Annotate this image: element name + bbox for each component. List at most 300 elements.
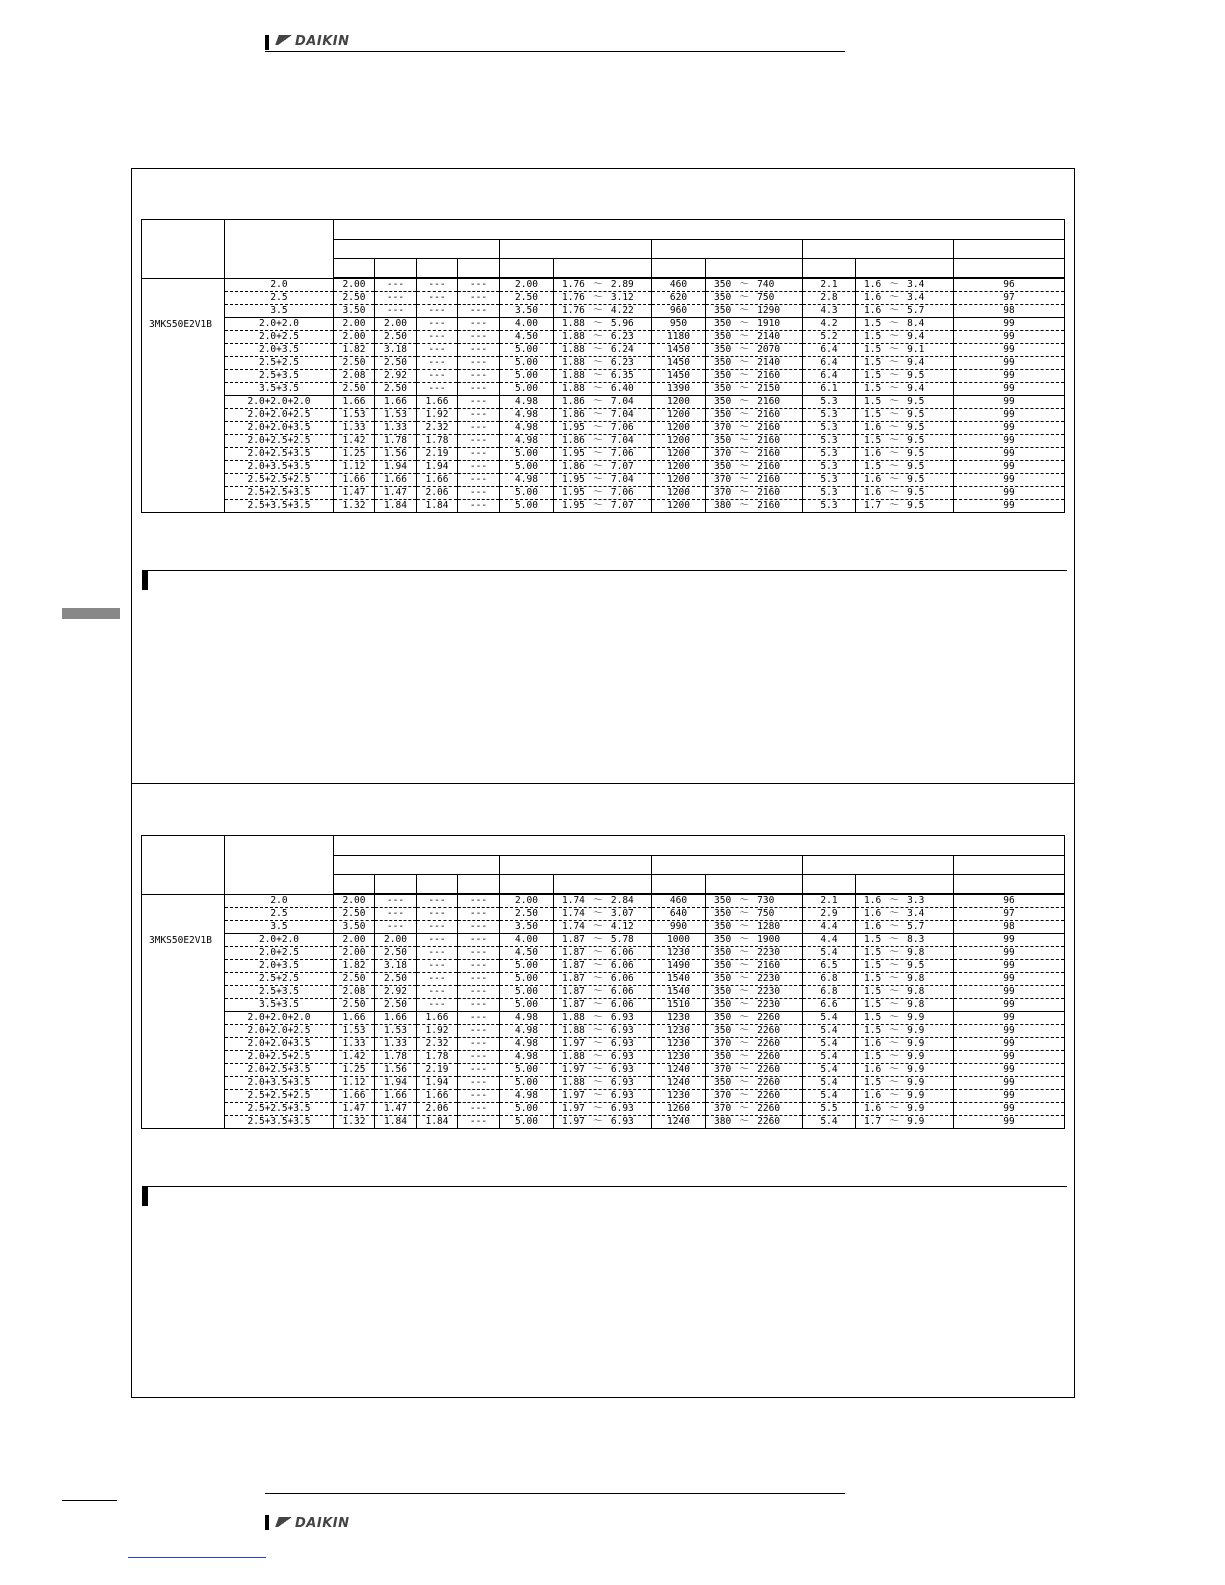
power-range-cell-max: 2160 (757, 500, 781, 511)
current-range-cell-max: 9.9 (907, 1051, 925, 1062)
range-symbol: 〜 (593, 435, 603, 446)
power-cell: 1200 (652, 435, 706, 448)
current-range-cell (856, 894, 954, 908)
power-range-cell-max: 750 (757, 908, 775, 919)
capacity-range-cell (554, 908, 652, 921)
room-c-cell: --- (417, 370, 458, 383)
power-factor-cell: 99 (954, 318, 1065, 331)
capacity-range-cell-min: 1.87 (562, 934, 585, 945)
capacity-range-cell-max: 6.93 (610, 1103, 634, 1114)
power-cell: 960 (652, 305, 706, 318)
table-row (142, 422, 1065, 435)
room-b-cell: 3.18 (375, 344, 417, 357)
capacity-range-cell (554, 947, 652, 960)
range-symbol: 〜 (593, 1064, 603, 1075)
total-capacity-cell: 4.98 (500, 409, 554, 422)
current-range-cell-max: 9.9 (907, 1103, 925, 1114)
total-capacity-cell: 5.00 (500, 500, 554, 513)
current-cell: 5.4 (803, 1077, 856, 1090)
current-range-cell-min: 1.5 (864, 331, 882, 342)
room-a-cell: 1.82 (334, 960, 375, 973)
power-range-cell-max: 2260 (757, 1038, 781, 1049)
power-factor-cell: 99 (954, 344, 1065, 357)
table-row (142, 331, 1065, 344)
power-range-cell (706, 1038, 803, 1051)
room-b-cell: --- (375, 921, 417, 934)
range-symbol: 〜 (739, 1038, 749, 1049)
range-symbol: 〜 (889, 921, 899, 932)
power-range-cell-min: 350 (714, 279, 732, 290)
room-b-cell: 1.84 (375, 1116, 417, 1129)
current-range-cell (856, 278, 954, 292)
room-d-cell: --- (458, 947, 500, 960)
capacity-range-cell-max: 4.12 (610, 921, 634, 932)
power-range-cell-min: 350 (714, 318, 732, 329)
room-c-cell: 1.84 (417, 500, 458, 513)
current-range-cell-max: 9.5 (907, 448, 925, 459)
power-range-cell-max: 2160 (757, 435, 781, 446)
footer-link-underline[interactable] (128, 1557, 266, 1558)
power-range-cell-max: 2230 (757, 947, 781, 958)
current-range-cell-min: 1.5 (864, 435, 882, 446)
current-cell: 5.4 (803, 1064, 856, 1077)
room-b-cell: --- (375, 908, 417, 921)
power-range-cell (706, 1025, 803, 1038)
current-cell: 5.4 (803, 1038, 856, 1051)
table-row (142, 487, 1065, 500)
table-row (142, 1103, 1065, 1116)
range-symbol: 〜 (889, 934, 899, 945)
current-range-cell-max: 9.5 (907, 960, 925, 971)
table-row (142, 1038, 1065, 1051)
range-symbol: 〜 (739, 986, 749, 997)
total-capacity-cell: 4.98 (500, 1012, 554, 1025)
total-capacity-cell: 3.50 (500, 305, 554, 318)
combination-cell: 2.5+3.5+3.5 (225, 500, 334, 513)
total-capacity-cell: 5.00 (500, 1064, 554, 1077)
current-range-cell-min: 1.5 (864, 947, 882, 958)
current-cell: 2.1 (803, 894, 856, 908)
total-capacity-cell: 4.98 (500, 435, 554, 448)
current-cell: 5.2 (803, 331, 856, 344)
current-range-cell-min: 1.5 (864, 1012, 882, 1023)
power-range-cell-max: 1900 (757, 934, 781, 945)
room-d-cell: --- (458, 487, 500, 500)
power-range-cell-min: 350 (714, 934, 732, 945)
header-logo-bar (265, 33, 845, 55)
room-c-cell: 2.19 (417, 1064, 458, 1077)
capacity-range-cell-max: 6.40 (610, 383, 634, 394)
current-cell: 5.3 (803, 396, 856, 409)
room-a-cell: 3.50 (334, 305, 375, 318)
room-d-cell: --- (458, 318, 500, 331)
power-factor-cell: 99 (954, 396, 1065, 409)
range-symbol: 〜 (739, 1012, 749, 1023)
power-range-cell-min: 350 (714, 895, 732, 906)
section-bar-2 (142, 1186, 1067, 1206)
room-d-cell: --- (458, 500, 500, 513)
total-capacity-cell: 5.00 (500, 357, 554, 370)
room-b-cell: 1.94 (375, 461, 417, 474)
capacity-range-cell-min: 1.88 (562, 357, 585, 368)
frame-divider (131, 783, 1075, 784)
power-range-cell-max: 2160 (757, 474, 781, 485)
room-c-cell: --- (417, 960, 458, 973)
room-a-cell: 1.47 (334, 1103, 375, 1116)
power-cell: 1490 (652, 960, 706, 973)
power-range-cell-min: 370 (714, 1090, 732, 1101)
current-range-cell (856, 908, 954, 921)
power-cell: 1200 (652, 448, 706, 461)
capacity-range-cell (554, 448, 652, 461)
total-capacity-cell: 2.00 (500, 278, 554, 292)
header-rule (265, 51, 845, 52)
room-a-cell: 2.00 (334, 331, 375, 344)
current-range-cell (856, 318, 954, 331)
power-range-cell (706, 305, 803, 318)
current-range-cell (856, 383, 954, 396)
combination-cell: 2.0+2.0+2.5 (225, 1025, 334, 1038)
room-a-cell: 1.12 (334, 1077, 375, 1090)
current-range-cell-max: 3.3 (907, 895, 925, 906)
range-symbol: 〜 (889, 1012, 899, 1023)
power-range-cell-min: 350 (714, 292, 732, 303)
power-range-cell-min: 350 (714, 999, 732, 1010)
range-symbol: 〜 (889, 305, 899, 316)
table-row (142, 396, 1065, 409)
capacity-range-cell (554, 1064, 652, 1077)
power-factor-cell: 99 (954, 474, 1065, 487)
range-symbol: 〜 (593, 448, 603, 459)
room-a-cell: 1.66 (334, 396, 375, 409)
power-cell: 460 (652, 894, 706, 908)
power-range-cell (706, 934, 803, 947)
power-range-cell (706, 1012, 803, 1025)
header-group (334, 836, 1065, 856)
current-range-cell-max: 9.8 (907, 973, 925, 984)
power-range-cell-min: 350 (714, 1051, 732, 1062)
room-a-cell: 2.00 (334, 894, 375, 908)
range-symbol: 〜 (739, 999, 749, 1010)
range-symbol: 〜 (889, 474, 899, 485)
power-range-cell (706, 1103, 803, 1116)
table-row (142, 370, 1065, 383)
combination-cell: 3.5 (225, 921, 334, 934)
table-row (142, 292, 1065, 305)
capacity-range-cell-max: 6.24 (610, 344, 634, 355)
header-current (803, 856, 954, 875)
power-factor-cell: 99 (954, 370, 1065, 383)
room-b-cell: 2.50 (375, 383, 417, 396)
power-cell: 1240 (652, 1077, 706, 1090)
room-d-cell: --- (458, 1064, 500, 1077)
current-range-cell-max: 3.4 (907, 292, 925, 303)
power-cell: 1230 (652, 947, 706, 960)
range-symbol: 〜 (593, 1090, 603, 1101)
power-range-cell-max: 2160 (757, 461, 781, 472)
total-capacity-cell: 4.98 (500, 1090, 554, 1103)
current-range-cell-max: 9.9 (907, 1025, 925, 1036)
section-bar-1 (142, 570, 1067, 590)
power-range-cell-max: 2260 (757, 1103, 781, 1114)
capacity-range-cell-min: 1.74 (562, 908, 585, 919)
current-cell: 5.3 (803, 409, 856, 422)
current-range-cell-max: 9.5 (907, 487, 925, 498)
capacity-range-cell (554, 344, 652, 357)
room-a-cell: 2.50 (334, 973, 375, 986)
range-symbol: 〜 (889, 1090, 899, 1101)
power-range-cell-max: 2260 (757, 1064, 781, 1075)
footer-rule (265, 1493, 845, 1494)
combination-cell: 2.0+3.5+3.5 (225, 1077, 334, 1090)
power-range-cell-max: 2260 (757, 1012, 781, 1023)
room-a-cell: 1.53 (334, 1025, 375, 1038)
capacity-range-cell (554, 357, 652, 370)
power-factor-cell: 99 (954, 1064, 1065, 1077)
current-range-cell-min: 1.5 (864, 344, 882, 355)
range-symbol: 〜 (889, 973, 899, 984)
current-range-cell-min: 1.6 (864, 448, 882, 459)
range-symbol: 〜 (889, 487, 899, 498)
room-c-cell: --- (417, 894, 458, 908)
total-capacity-cell: 4.00 (500, 318, 554, 331)
current-range-cell-max: 9.9 (907, 1116, 925, 1127)
capacity-range-cell-max: 6.35 (610, 370, 634, 381)
capacity-range-cell-min: 1.88 (562, 1012, 585, 1023)
header-group (334, 220, 1065, 240)
total-capacity-cell: 2.00 (500, 894, 554, 908)
power-range-cell-max: 2230 (757, 986, 781, 997)
power-cell: 1450 (652, 357, 706, 370)
power-factor-cell: 99 (954, 409, 1065, 422)
room-b-cell: 2.00 (375, 318, 417, 331)
current-range-cell (856, 1012, 954, 1025)
room-a-cell: 1.32 (334, 500, 375, 513)
footer-tick (265, 1515, 269, 1530)
table-row (142, 999, 1065, 1012)
current-range-cell-min: 1.5 (864, 960, 882, 971)
room-b-cell: 1.53 (375, 409, 417, 422)
power-range-cell (706, 292, 803, 305)
power-factor-cell: 99 (954, 947, 1065, 960)
total-capacity-cell: 3.50 (500, 921, 554, 934)
range-symbol: 〜 (593, 357, 603, 368)
power-cell: 1200 (652, 461, 706, 474)
range-symbol: 〜 (593, 934, 603, 945)
room-b-cell: --- (375, 292, 417, 305)
range-symbol: 〜 (739, 895, 749, 906)
power-range-cell (706, 1090, 803, 1103)
table-row (142, 1090, 1065, 1103)
table-row (142, 986, 1065, 999)
range-symbol: 〜 (739, 474, 749, 485)
footer-short-rule (62, 1500, 117, 1501)
range-symbol: 〜 (889, 895, 899, 906)
power-factor-cell: 97 (954, 908, 1065, 921)
power-range-cell-min: 350 (714, 947, 732, 958)
total-capacity-cell: 5.00 (500, 999, 554, 1012)
current-range-cell-min: 1.5 (864, 1025, 882, 1036)
room-d-cell: --- (458, 1051, 500, 1064)
range-symbol: 〜 (739, 921, 749, 932)
table-row (142, 908, 1065, 921)
capacity-range-cell (554, 331, 652, 344)
total-capacity-cell: 4.50 (500, 331, 554, 344)
range-symbol: 〜 (593, 292, 603, 303)
power-range-cell-min: 350 (714, 357, 732, 368)
capacity-range-cell-max: 6.23 (610, 357, 634, 368)
power-range-cell (706, 921, 803, 934)
range-symbol: 〜 (889, 1116, 899, 1127)
capacity-range-cell-max: 6.06 (610, 973, 634, 984)
current-range-cell-max: 3.4 (907, 908, 925, 919)
range-symbol: 〜 (593, 396, 603, 407)
power-range-cell-min: 350 (714, 370, 732, 381)
range-symbol: 〜 (739, 487, 749, 498)
range-symbol: 〜 (593, 973, 603, 984)
power-range-cell-min: 350 (714, 383, 732, 394)
capacity-range-cell (554, 1051, 652, 1064)
range-symbol: 〜 (889, 1077, 899, 1088)
room-a-cell: 2.50 (334, 908, 375, 921)
room-c-cell: --- (417, 278, 458, 292)
daikin-logo-text: DAIKIN (295, 1516, 350, 1531)
current-cell: 5.3 (803, 487, 856, 500)
header-model (142, 836, 225, 895)
header-power (652, 240, 803, 259)
side-tab (62, 608, 120, 619)
current-range-cell-min: 1.6 (864, 908, 882, 919)
current-cell: 2.1 (803, 278, 856, 292)
room-d-cell: --- (458, 1012, 500, 1025)
power-cell: 1200 (652, 396, 706, 409)
room-d-cell: --- (458, 422, 500, 435)
current-cell: 2.8 (803, 292, 856, 305)
room-a-cell: 1.33 (334, 422, 375, 435)
capacity-range-cell-max: 6.93 (610, 1090, 634, 1101)
current-range-cell (856, 344, 954, 357)
capacity-range-cell-min: 1.88 (562, 344, 585, 355)
current-range-cell (856, 1116, 954, 1129)
current-cell: 4.4 (803, 934, 856, 947)
current-cell: 5.4 (803, 1090, 856, 1103)
power-cell: 1240 (652, 1116, 706, 1129)
room-a-cell: 1.66 (334, 1012, 375, 1025)
capacity-range-cell-min: 1.74 (562, 921, 585, 932)
room-d-cell: --- (458, 1116, 500, 1129)
capacity-range-cell-min: 1.95 (562, 422, 585, 433)
range-symbol: 〜 (593, 960, 603, 971)
room-c-cell: 2.32 (417, 1038, 458, 1051)
power-range-cell (706, 894, 803, 908)
table-row (142, 278, 1065, 292)
power-cell: 1240 (652, 1064, 706, 1077)
capacity-range-cell-min: 1.86 (562, 461, 585, 472)
range-symbol: 〜 (889, 279, 899, 290)
table-row (142, 435, 1065, 448)
table-row (142, 1116, 1065, 1129)
power-cell: 1200 (652, 409, 706, 422)
power-factor-cell: 98 (954, 921, 1065, 934)
power-range-cell-min: 350 (714, 1077, 732, 1088)
current-range-cell-min: 1.6 (864, 279, 882, 290)
room-b-cell: --- (375, 278, 417, 292)
power-range-cell (706, 487, 803, 500)
range-symbol: 〜 (593, 1116, 603, 1127)
power-cell: 1230 (652, 1025, 706, 1038)
power-cell: 1450 (652, 370, 706, 383)
power-cell: 1200 (652, 500, 706, 513)
power-cell: 620 (652, 292, 706, 305)
combination-cell: 2.0+2.5+3.5 (225, 1064, 334, 1077)
capacity-range-cell (554, 921, 652, 934)
combination-cell: 3.5+3.5 (225, 383, 334, 396)
range-symbol: 〜 (593, 409, 603, 420)
combination-cell: 2.5+3.5+3.5 (225, 1116, 334, 1129)
room-d-cell: --- (458, 908, 500, 921)
current-range-cell-max: 9.8 (907, 947, 925, 958)
table-row (142, 973, 1065, 986)
capacity-range-cell-min: 1.88 (562, 1025, 585, 1036)
capacity-range-cell-max: 7.06 (610, 448, 634, 459)
room-c-cell: --- (417, 973, 458, 986)
power-range-cell-max: 1910 (757, 318, 781, 329)
power-factor-cell: 99 (954, 960, 1065, 973)
header-total-capacity (500, 856, 652, 875)
power-range-cell-min: 350 (714, 1025, 732, 1036)
total-capacity-cell: 4.98 (500, 422, 554, 435)
total-capacity-cell: 5.00 (500, 973, 554, 986)
total-capacity-cell: 5.00 (500, 370, 554, 383)
table-row (142, 947, 1065, 960)
power-range-cell-min: 350 (714, 1012, 732, 1023)
capacity-range-cell-max: 6.23 (610, 331, 634, 342)
current-range-cell (856, 422, 954, 435)
power-factor-cell: 99 (954, 1051, 1065, 1064)
room-a-cell: 1.47 (334, 487, 375, 500)
current-range-cell-max: 9.5 (907, 461, 925, 472)
capacity-range-cell (554, 1090, 652, 1103)
capacity-range-cell-max: 7.06 (610, 422, 634, 433)
power-range-cell-min: 370 (714, 474, 732, 485)
range-symbol: 〜 (889, 448, 899, 459)
power-range-cell-max: 2160 (757, 409, 781, 420)
range-symbol: 〜 (739, 331, 749, 342)
performance-table-1 (141, 219, 1065, 513)
current-cell: 2.9 (803, 908, 856, 921)
room-b-cell: 1.33 (375, 1038, 417, 1051)
power-range-cell (706, 986, 803, 999)
capacity-range-cell-max: 3.07 (610, 908, 634, 919)
range-symbol: 〜 (593, 344, 603, 355)
power-range-cell-max: 2160 (757, 960, 781, 971)
room-d-cell: --- (458, 344, 500, 357)
power-range-cell-max: 740 (757, 279, 775, 290)
room-a-cell: 1.42 (334, 435, 375, 448)
total-capacity-cell: 5.00 (500, 960, 554, 973)
capacity-range-cell-max: 7.06 (610, 487, 634, 498)
room-c-cell: 1.84 (417, 1116, 458, 1129)
room-d-cell: --- (458, 396, 500, 409)
power-factor-cell: 96 (954, 894, 1065, 908)
total-capacity-cell: 4.98 (500, 396, 554, 409)
current-range-cell-min: 1.6 (864, 1038, 882, 1049)
current-cell: 5.4 (803, 947, 856, 960)
power-cell: 1260 (652, 1103, 706, 1116)
capacity-range-cell-min: 1.86 (562, 396, 585, 407)
current-range-cell (856, 921, 954, 934)
capacity-range-cell (554, 1025, 652, 1038)
